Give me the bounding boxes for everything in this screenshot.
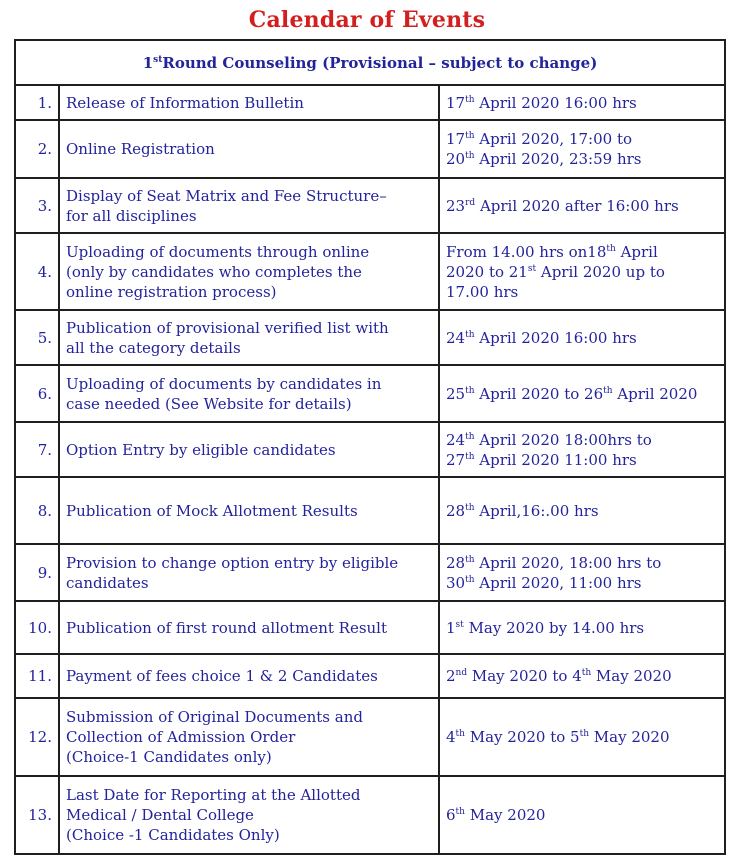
event-date: 24th April 2020 16:00 hrs — [439, 310, 725, 365]
events-table-body — [15, 40, 725, 854]
table-row — [15, 120, 725, 178]
event-description: Release of Information Bulletin — [59, 85, 439, 120]
event-number: 1. — [15, 85, 59, 120]
table-row — [15, 601, 725, 654]
table-row — [15, 365, 725, 422]
event-number: 5. — [15, 310, 59, 365]
table-row — [15, 233, 725, 310]
event-description: Online Registration — [59, 120, 439, 178]
table-row — [15, 477, 725, 544]
event-description: Option Entry by eligible candidates — [59, 422, 439, 477]
event-description: Submission of Original Documents and Collection of Admission Order (Choice-1 Candidates only) — [59, 698, 439, 776]
table-row — [15, 544, 725, 601]
event-number: 2. — [15, 120, 59, 178]
event-date: 1st May 2020 by 14.00 hrs — [439, 601, 725, 654]
table-row — [15, 776, 725, 854]
event-date: 25th April 2020 to 26th April 2020 — [439, 365, 725, 422]
event-number: 12. — [15, 698, 59, 776]
event-description: Payment of fees choice 1 & 2 Candidates — [59, 654, 439, 698]
event-number: 11. — [15, 654, 59, 698]
event-date: 23rd April 2020 after 16:00 hrs — [439, 178, 725, 233]
event-date: 4th May 2020 to 5th May 2020 — [439, 698, 725, 776]
event-description: Uploading of documents by candidates in case needed (See Website for details) — [59, 365, 439, 422]
event-description: Publication of Mock Allotment Results — [59, 477, 439, 544]
event-number: 13. — [15, 776, 59, 854]
event-date: 17th April 2020, 17:00 to 20th April 2020, 23:59 hrs — [439, 120, 725, 178]
event-number: 4. — [15, 233, 59, 310]
event-description: Last Date for Reporting at the Allotted Medical / Dental College (Choice -1 Candidates Only) — [59, 776, 439, 854]
event-description: Provision to change option entry by eligible candidates — [59, 544, 439, 601]
event-number: 6. — [15, 365, 59, 422]
table-row — [15, 310, 725, 365]
event-description: Uploading of documents through online (only by candidates who completes the online registration process) — [59, 233, 439, 310]
event-date: 28th April,16:.00 hrs — [439, 477, 725, 544]
table-row — [15, 422, 725, 477]
table-row — [15, 698, 725, 776]
event-number: 9. — [15, 544, 59, 601]
event-date: 17th April 2020 16:00 hrs — [439, 85, 725, 120]
event-description: Publication of provisional verified list with all the category details — [59, 310, 439, 365]
event-number: 8. — [15, 477, 59, 544]
event-number: 7. — [15, 422, 59, 477]
event-date: 28th April 2020, 18:00 hrs to 30th April 2020, 11:00 hrs — [439, 544, 725, 601]
table-row — [15, 85, 725, 120]
event-date: 24th April 2020 18:00hrs to 27th April 2020 11:00 hrs — [439, 422, 725, 477]
table-row — [15, 178, 725, 233]
event-date: 2nd May 2020 to 4th May 2020 — [439, 654, 725, 698]
table-row — [15, 654, 725, 698]
events-table — [14, 39, 726, 855]
event-date: From 14.00 hrs on18th April 2020 to 21st April 2020 up to 17.00 hrs — [439, 233, 725, 310]
event-date: 6th May 2020 — [439, 776, 725, 854]
event-description: Display of Seat Matrix and Fee Structure– for all disciplines — [59, 178, 439, 233]
event-number: 10. — [15, 601, 59, 654]
event-number: 3. — [15, 178, 59, 233]
page-title: Calendar of Events — [248, 7, 486, 33]
subtitle-row — [15, 40, 725, 85]
table-subtitle: 1stRound Counseling (Provisional – subject to change) — [15, 40, 725, 85]
event-description: Publication of first round allotment Result — [59, 601, 439, 654]
